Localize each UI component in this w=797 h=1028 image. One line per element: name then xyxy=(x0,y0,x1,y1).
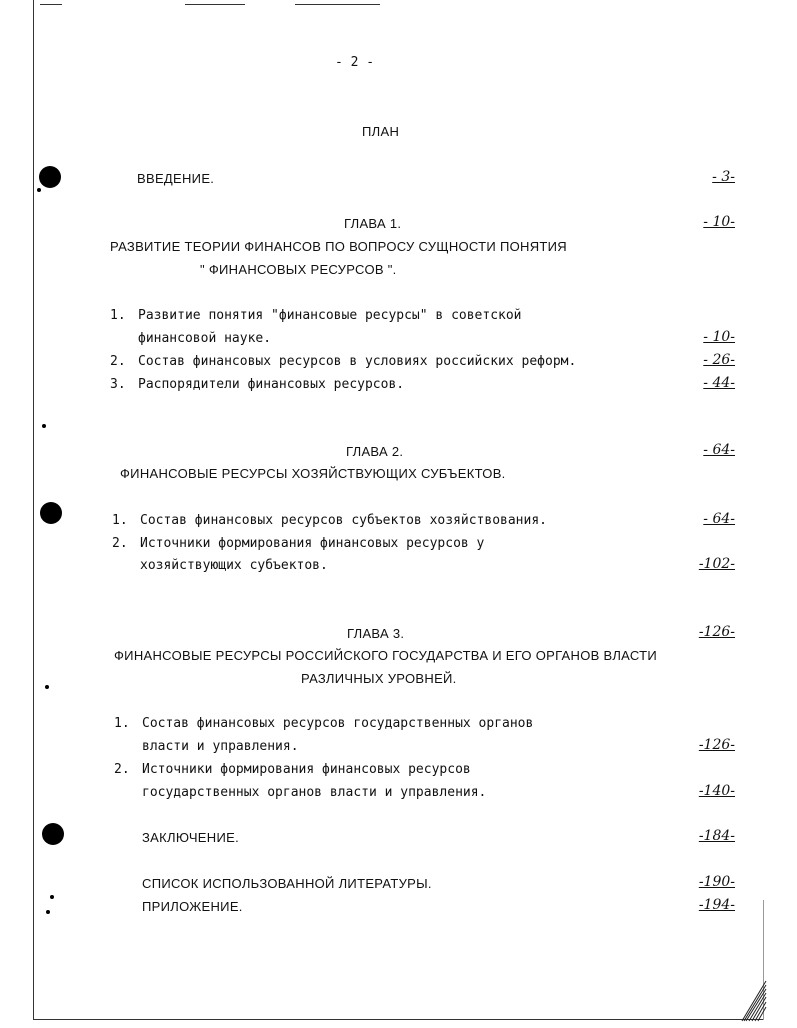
speck-4 xyxy=(50,895,54,899)
chapter1-title-line2: " ФИНАНСОВЫХ РЕСУРСОВ ". xyxy=(200,262,397,277)
ch2-item1-line1: Состав финансовых ресурсов субъектов хозяйствования. xyxy=(140,513,547,528)
appendix-page: -194- xyxy=(698,897,735,913)
ch3-item2-line2: государственных органов власти и управления. xyxy=(142,785,487,800)
speck-2 xyxy=(42,424,46,428)
chapter2-title: ФИНАНСОВЫЕ РЕСУРСЫ ХОЗЯЙСТВУЮЩИХ СУБЪЕКТОВ. xyxy=(120,466,506,481)
ch1-item2-line1: Состав финансовых ресурсов в условиях российских реформ. xyxy=(138,354,577,369)
page-corner-shading xyxy=(740,975,768,1023)
references-label: СПИСОК ИСПОЛЬЗОВАННОЙ ЛИТЕРАТУРЫ. xyxy=(142,876,432,891)
chapter3-title-line1: ФИНАНСОВЫЕ РЕСУРСЫ РОССИЙСКОГО ГОСУДАРСТВА И ЕГО ОРГАНОВ ВЛАСТИ xyxy=(114,648,657,663)
speck-1 xyxy=(37,188,41,192)
conclusion-page: -184- xyxy=(698,828,735,844)
chapter1-title-line1: РАЗВИТИЕ ТЕОРИИ ФИНАНСОВ ПО ВОПРОСУ СУЩНОСТИ ПОНЯТИЯ xyxy=(110,239,567,254)
ch2-item2-line1: Источники формирования финансовых ресурсов у xyxy=(140,536,485,551)
speck-5 xyxy=(46,910,50,914)
chapter3-page: -126- xyxy=(698,624,735,640)
ch2-item1-num: 1. xyxy=(112,513,128,528)
punch-hole-3 xyxy=(42,823,64,845)
intro-page: - 3- xyxy=(712,169,735,185)
appendix-label: ПРИЛОЖЕНИЕ. xyxy=(142,899,243,914)
ch3-item1-line2: власти и управления. xyxy=(142,739,299,754)
ch2-item2-page: -102- xyxy=(698,556,735,572)
ch1-item3-num: 3. xyxy=(110,377,126,392)
ch3-item2-num: 2. xyxy=(114,762,130,777)
left-margin-line xyxy=(33,0,34,1020)
ch1-item2-page: - 26- xyxy=(703,352,735,368)
top-rule-left xyxy=(40,4,62,5)
speck-3 xyxy=(45,685,49,689)
top-rule-right xyxy=(295,4,380,5)
conclusion-label: ЗАКЛЮЧЕНИЕ. xyxy=(142,830,239,845)
ch2-item2-line2: хозяйствующих субъектов. xyxy=(140,558,328,573)
bottom-margin-line xyxy=(33,1019,763,1020)
ch3-item1-page: -126- xyxy=(698,737,735,753)
ch1-item1-page: - 10- xyxy=(703,329,735,345)
ch1-item1-num: 1. xyxy=(110,308,126,323)
punch-hole-1 xyxy=(39,166,61,188)
intro-label: ВВЕДЕНИЕ. xyxy=(137,171,215,186)
chapter1-heading: ГЛАВА 1. xyxy=(344,216,402,231)
references-page: -190- xyxy=(698,874,735,890)
ch3-item1-line1: Состав финансовых ресурсов государственных органов xyxy=(142,716,534,731)
chapter3-heading: ГЛАВА 3. xyxy=(347,626,405,641)
chapter3-title-line2: РАЗЛИЧНЫХ УРОВНЕЙ. xyxy=(301,671,457,686)
ch1-item2-num: 2. xyxy=(110,354,126,369)
ch1-item3-page: - 44- xyxy=(703,375,735,391)
ch1-item1-line2: финансовой науке. xyxy=(138,331,272,346)
chapter2-page: - 64- xyxy=(703,442,735,458)
punch-hole-2 xyxy=(40,502,62,524)
ch3-item2-page: -140- xyxy=(698,783,735,799)
top-rule-mid xyxy=(185,4,245,5)
chapter1-page: - 10- xyxy=(703,214,735,230)
chapter2-heading: ГЛАВА 2. xyxy=(346,444,404,459)
ch1-item3-line1: Распорядители финансовых ресурсов. xyxy=(138,377,405,392)
ch2-item1-page: - 64- xyxy=(703,511,735,527)
plan-title: ПЛАН xyxy=(362,124,400,139)
ch3-item1-num: 1. xyxy=(114,716,130,731)
page-number: - 2 - xyxy=(335,55,375,70)
ch2-item2-num: 2. xyxy=(112,536,128,551)
ch3-item2-line1: Источники формирования финансовых ресурсов xyxy=(142,762,471,777)
ch1-item1-line1: Развитие понятия "финансовые ресурсы" в советской xyxy=(138,308,522,323)
